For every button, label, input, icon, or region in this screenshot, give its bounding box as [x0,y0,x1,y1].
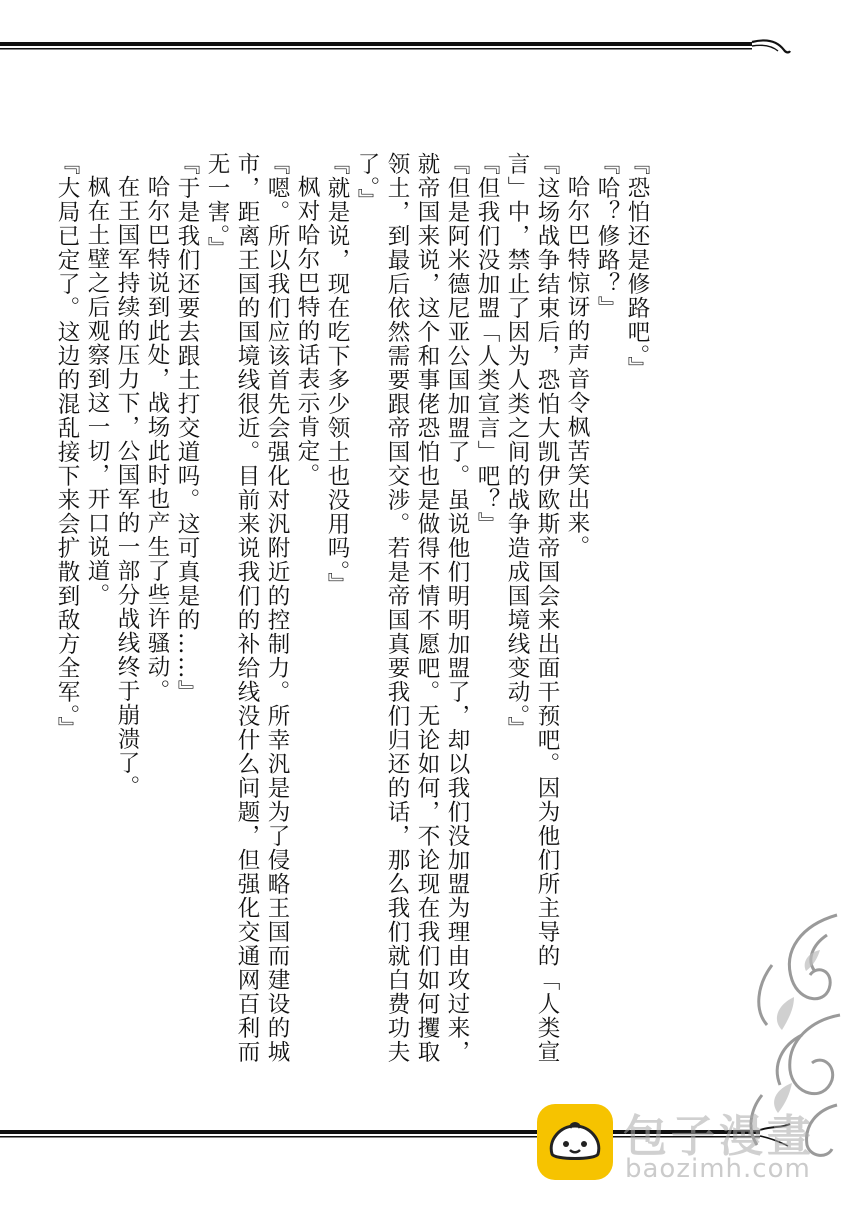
bun-logo-icon [537,1104,613,1180]
paragraph: 『就是说，现在吃下多少领土也没用吗。』 [324,152,350,597]
vertical-text-body [54,152,652,1082]
paragraph: 『大局已定了。这边的混乱接下来会扩散到敌方全军。』 [54,152,80,741]
paragraph: 枫在土壁之后观察到这一切，开口说道。 [84,174,110,607]
paragraph: 『哈？修路？』 [594,152,620,320]
paragraph: 『但是阿米德尼亚公国加盟了。虽说他们明明加盟了，却以我们没加盟为理由攻过来，就帝国来说，这个和事佬恐怕也是做得不情不愿吧。无论如何，不论现在我们如何攫取领土，到最后依然需要跟帝国交涉。若是帝国真要我们归还的话，那么我们就白费功夫了。』 [354,152,470,1064]
paragraph: 『但我们没加盟「人类宣言」吧？』 [474,152,500,536]
watermark-cn-text: 包子漫畫 [623,1111,815,1162]
watermark [535,1080,845,1200]
paragraph: 『这场战争结束后，恐怕大凯伊欧斯帝国会来出面干预吧。因为他们所主导的「人类宣言」中，禁止了因为人类之间的战争造成国境线变动。』 [504,152,560,1064]
paragraph: 『于是我们还要去跟土打交道吗。这可真是的……』 [174,152,200,704]
paragraph: 哈尔巴特说到此处，战场此时也产生了些许骚动。 [144,174,170,703]
paragraph: 在王国军持续的压力下，公国军的一部分战线终于崩溃了。 [114,174,140,799]
top-border-rule [0,36,790,54]
paragraph: 哈尔巴特惊讶的声音令枫苦笑出来。 [564,174,590,559]
paragraph: 『嗯。所以我们应该首先会强化对汎附近的控制力。所幸汎是为了侵略王国而建设的城市，距离王国的国境线很近。目前来说我们的补给线没什么问题，但强化交通网百利而无一害。』 [204,152,290,1064]
watermark-url-text: baozimh.com [625,1154,811,1184]
paragraph: 枫对哈尔巴特的话表示肯定。 [294,174,320,487]
paragraph: 『恐怕还是修路吧。』 [624,152,650,381]
